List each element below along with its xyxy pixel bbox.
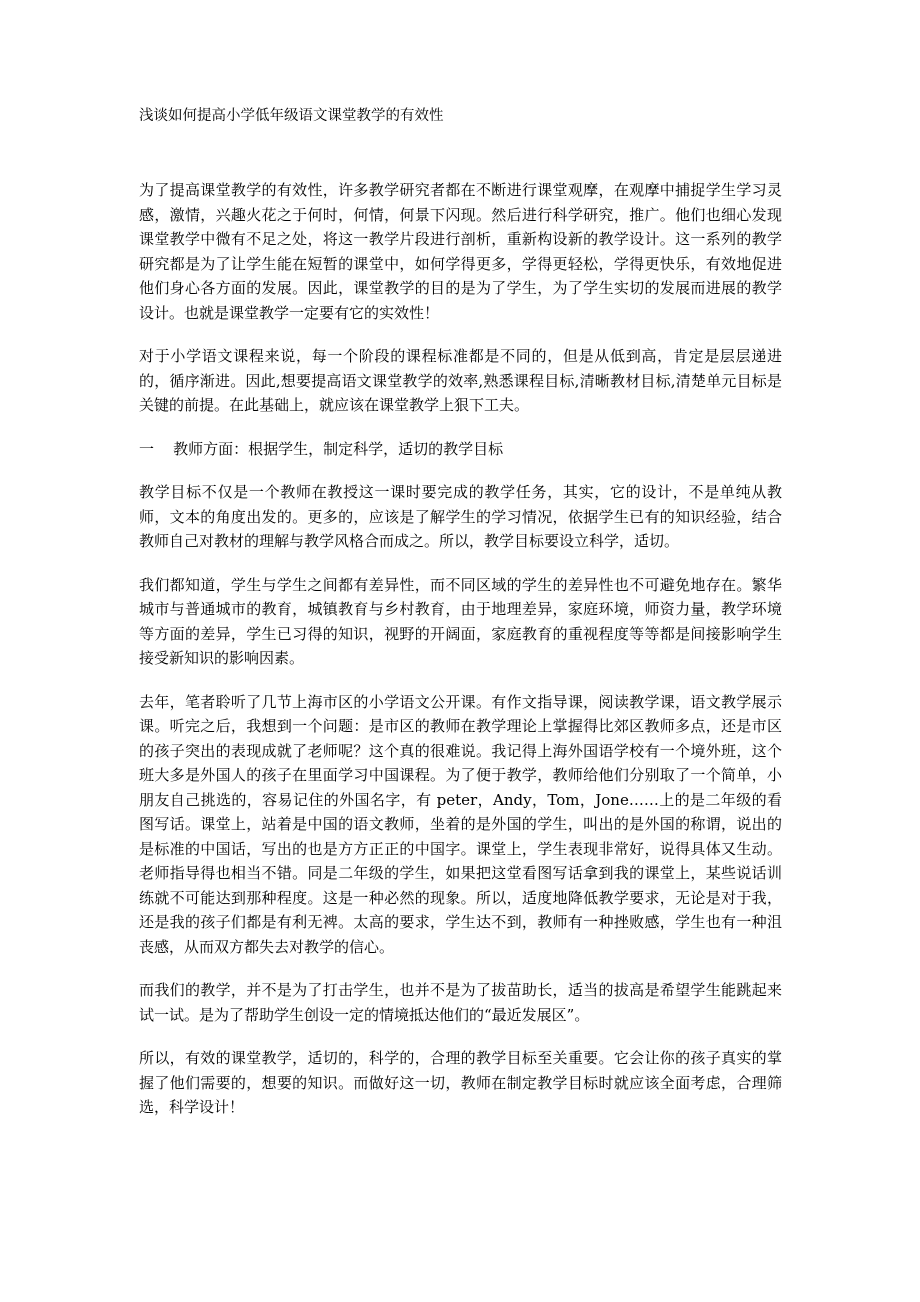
- intro-paragraph-2: 对于小学语文课程来说，每一个阶段的课程标准都是不同的，但是从低到高，肯定是层层递进的，循序渐进。因此,想要提高语文课堂教学的效率,熟悉课程目标,清晰教材目标,清楚单元目标是关键的前提。在此基础上，就应该在课堂教学上狠下工夫。: [139, 347, 782, 414]
- document-title: 浅谈如何提高小学低年级语文课堂教学的有效性: [139, 108, 444, 124]
- section1-paragraph-4: 而我们的教学，并不是为了打击学生，也并不是为了拔苗助长，适当的拔高是希望学生能跳起来试一试。是为了帮助学生创设一定的情境抵达他们的“最近发展区”。: [139, 981, 782, 1024]
- document-page: [139, 106, 782, 1139]
- section1-paragraph-5: 所以，有效的课堂教学，适切的，科学的，合理的教学目标至关重要。它会让你的孩子真实的掌握了他们需要的，想要的知识。而做好这一切，教师在制定教学目标时就应该全面考虑，合理筛选，科学设计！: [139, 1049, 782, 1116]
- section1-paragraph-1: 教学目标不仅是一个教师在教授这一课时要完成的教学任务，其实，它的设计，不是单纯从教师，文本的角度出发的。更多的，应该是了解学生的学习情况，依据学生已有的知识经验，结合教师自己对教材的理解与教学风格合而成之。所以，教学目标要设立科学，适切。: [139, 483, 782, 550]
- section1-paragraph-2: 我们都知道，学生与学生之间都有差异性，而不同区域的学生的差异性也不可避免地存在。繁华城市与普通城市的教育，城镇教育与乡村教育，由于地理差异，家庭环境，师资力量，教学环境等方面的差异，学生已习得的知识，视野的开阔面，家庭教育的重视程度等等都是间接影响学生接受新知识的影响因素。: [139, 575, 782, 667]
- section1-paragraph-3: 去年，笔者聆听了几节上海市区的小学语文公开课。有作文指导课，阅读教学课，语文教学展示课。听完之后，我想到一个问题：是市区的教师在教学理论上掌握得比郊区教师多点，还是市区的孩子突出的表现成就了老师呢？这个真的很难说。我记得上海外国语学校有一个境外班，这个班大多是外国人的孩子在里面学习中国课程。为了便于教学，教师给他们分别取了一个简单，小朋友自己挑选的，容易记住的外国名字，有 peter，Andy，Tom，Jone……上的是二年级的看图写话。课堂上，站着是中国的语文教师，坐着的是外国的学生，叫出的是外国的称谓，说出的是标准的中国话，写出的也是方方正正的中国字。课堂上，学生表现非常好，说得具体又生动。老师指导得也相当不错。同是二年级的学生，如果把这堂看图写话拿到我的课堂上，某些说话训练就不可能达到那种程度。这是一种必然的现象。所以，适度地降低教学要求，无论是对于我，还是我的孩子们都是有利无裨。太高的要求，学生达不到，教师有一种挫败感，学生也有一种沮丧感，从而双方都失去对教学的信心。: [139, 692, 782, 956]
- intro-paragraph-1: 为了提高课堂教学的有效性，许多教学研究者都在不断进行课堂观摩，在观摩中捕捉学生学习灵感，激情，兴趣火花之于何时，何情，何景下闪现。然后进行科学研究，推广。他们也细心发现课堂教学中微有不足之处，将这一教学片段进行剖析，重新构设新的教学设计。这一系列的教学研究都是为了让学生能在短暂的课堂中，如何学得更多，学得更轻松，学得更快乐，有效地促进他们身心各方面的发展。因此，课堂教学的目的是为了学生，为了学生实切的发展而进展的教学设计。也就是课堂教学一定要有它的实效性！: [139, 181, 782, 322]
- section-heading-teacher-goals: 一 教师方面：根据学生，制定科学，适切的教学目标: [139, 439, 504, 458]
